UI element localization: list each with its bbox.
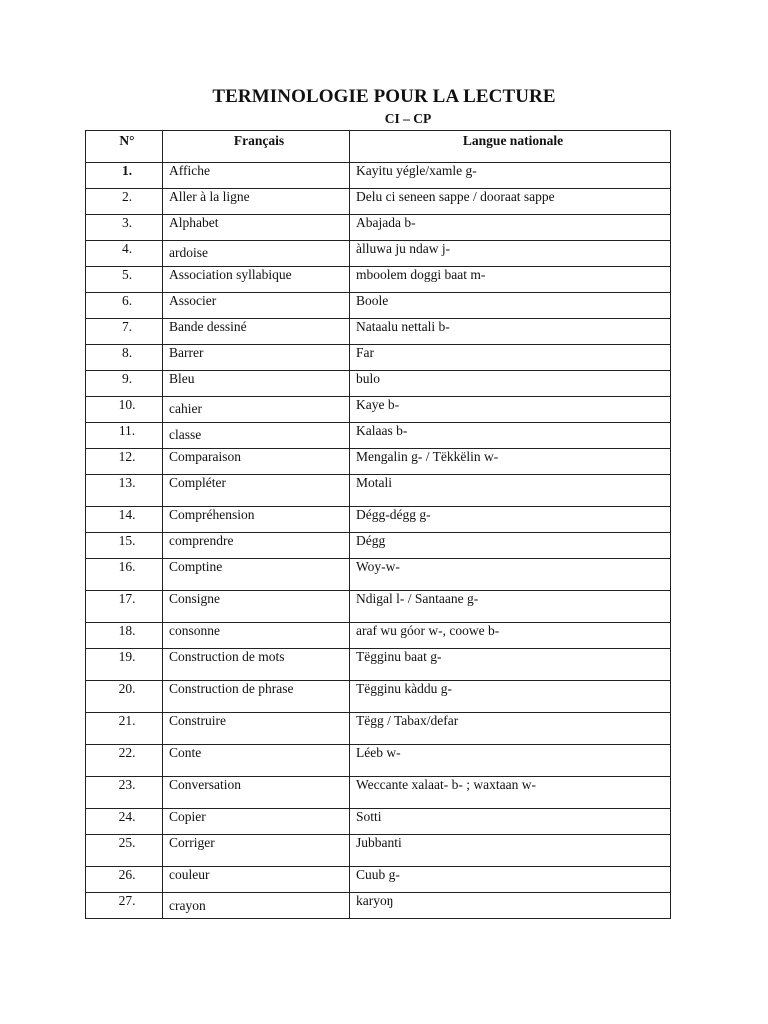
national-term: Tëgginu kàddu g- [350, 681, 671, 713]
row-number: 17. [86, 591, 163, 623]
row-number: 19. [86, 649, 163, 681]
national-term: Dégg-dégg g- [350, 507, 671, 533]
national-term: Delu ci seneen sappe / dooraat sappe [350, 189, 671, 215]
table-row [86, 423, 671, 449]
table-header-row [86, 131, 671, 163]
row-number: 7. [86, 319, 163, 345]
row-number: 10. [86, 397, 163, 423]
french-term: Copier [163, 809, 350, 835]
french-term: Associer [163, 293, 350, 319]
french-term: Construire [163, 713, 350, 745]
row-number: 25. [86, 835, 163, 867]
header-francais: Français [163, 131, 350, 163]
row-number: 24. [86, 809, 163, 835]
national-term: Abajada b- [350, 215, 671, 241]
row-number: 5. [86, 267, 163, 293]
table-row [86, 533, 671, 559]
table-row [86, 809, 671, 835]
french-term: ardoise [163, 241, 350, 267]
row-number: 21. [86, 713, 163, 745]
national-term: karyoŋ [350, 893, 671, 919]
french-term: comprendre [163, 533, 350, 559]
national-term: Mengalin g- / Tëkkëlin w- [350, 449, 671, 475]
national-term: Tëgg / Tabax/defar [350, 713, 671, 745]
national-term: Kayitu yégle/xamle g- [350, 163, 671, 189]
table-row [86, 713, 671, 745]
row-number: 9. [86, 371, 163, 397]
document-subtitle: CI – CP [384, 111, 432, 126]
header-number: N° [86, 131, 163, 163]
national-term: Cuub g- [350, 867, 671, 893]
table-row [86, 189, 671, 215]
french-term: Corriger [163, 835, 350, 867]
national-term: Sotti [350, 809, 671, 835]
table-row [86, 345, 671, 371]
french-term: Comparaison [163, 449, 350, 475]
national-term: Ndigal l- / Santaane g- [350, 591, 671, 623]
national-term: Boole [350, 293, 671, 319]
french-term: Alphabet [163, 215, 350, 241]
row-number: 23. [86, 777, 163, 809]
row-number: 6. [86, 293, 163, 319]
table-row [86, 835, 671, 867]
table-row [86, 241, 671, 267]
table-row [86, 867, 671, 893]
national-term: Jubbanti [350, 835, 671, 867]
table-row [86, 507, 671, 533]
row-number: 8. [86, 345, 163, 371]
french-term: Compléter [163, 475, 350, 507]
row-number: 22. [86, 745, 163, 777]
row-number: 1. [86, 163, 163, 189]
french-term: Association syllabique [163, 267, 350, 293]
french-term: Bande dessiné [163, 319, 350, 345]
national-term: Tëgginu baat g- [350, 649, 671, 681]
row-number: 13. [86, 475, 163, 507]
table-row [86, 559, 671, 591]
table-row [86, 591, 671, 623]
national-term: mboolem doggi baat m- [350, 267, 671, 293]
table-row [86, 397, 671, 423]
national-term: Woy-w- [350, 559, 671, 591]
french-term: cahier [163, 397, 350, 423]
table-row [86, 777, 671, 809]
table-row [86, 475, 671, 507]
french-term: Barrer [163, 345, 350, 371]
national-term: Dégg [350, 533, 671, 559]
document-title: TERMINOLOGIE POUR LA LECTURE [212, 86, 556, 107]
row-number: 16. [86, 559, 163, 591]
table-row [86, 215, 671, 241]
national-term: Far [350, 345, 671, 371]
table-row [86, 893, 671, 919]
french-term: couleur [163, 867, 350, 893]
row-number: 20. [86, 681, 163, 713]
row-number: 14. [86, 507, 163, 533]
table-row [86, 163, 671, 189]
french-term: Construction de phrase [163, 681, 350, 713]
national-term: Kalaas b- [350, 423, 671, 449]
national-term: Weccante xalaat- b- ; waxtaan w- [350, 777, 671, 809]
row-number: 27. [86, 893, 163, 919]
french-term: crayon [163, 893, 350, 919]
french-term: consonne [163, 623, 350, 649]
table-row [86, 623, 671, 649]
row-number: 3. [86, 215, 163, 241]
row-number: 15. [86, 533, 163, 559]
national-term: bulo [350, 371, 671, 397]
table-row [86, 371, 671, 397]
national-term: Nataalu nettali b- [350, 319, 671, 345]
french-term: classe [163, 423, 350, 449]
french-term: Aller à la ligne [163, 189, 350, 215]
french-term: Construction de mots [163, 649, 350, 681]
table-row [86, 449, 671, 475]
national-term: Motali [350, 475, 671, 507]
table-row [86, 745, 671, 777]
national-term: Kaye b- [350, 397, 671, 423]
table-row [86, 319, 671, 345]
national-term: àlluwa ju ndaw j- [350, 241, 671, 267]
table-row [86, 649, 671, 681]
table-row [86, 293, 671, 319]
french-term: Affiche [163, 163, 350, 189]
row-number: 18. [86, 623, 163, 649]
national-term: Léeb w- [350, 745, 671, 777]
header-langue-nationale: Langue nationale [350, 131, 671, 163]
national-term: araf wu góor w-, coowe b- [350, 623, 671, 649]
row-number: 26. [86, 867, 163, 893]
row-number: 12. [86, 449, 163, 475]
french-term: Conversation [163, 777, 350, 809]
french-term: Compréhension [163, 507, 350, 533]
french-term: Consigne [163, 591, 350, 623]
table-row [86, 681, 671, 713]
french-term: Comptine [163, 559, 350, 591]
french-term: Conte [163, 745, 350, 777]
terminology-table [85, 130, 671, 919]
row-number: 2. [86, 189, 163, 215]
french-term: Bleu [163, 371, 350, 397]
table-row [86, 267, 671, 293]
row-number: 4. [86, 241, 163, 267]
row-number: 11. [86, 423, 163, 449]
